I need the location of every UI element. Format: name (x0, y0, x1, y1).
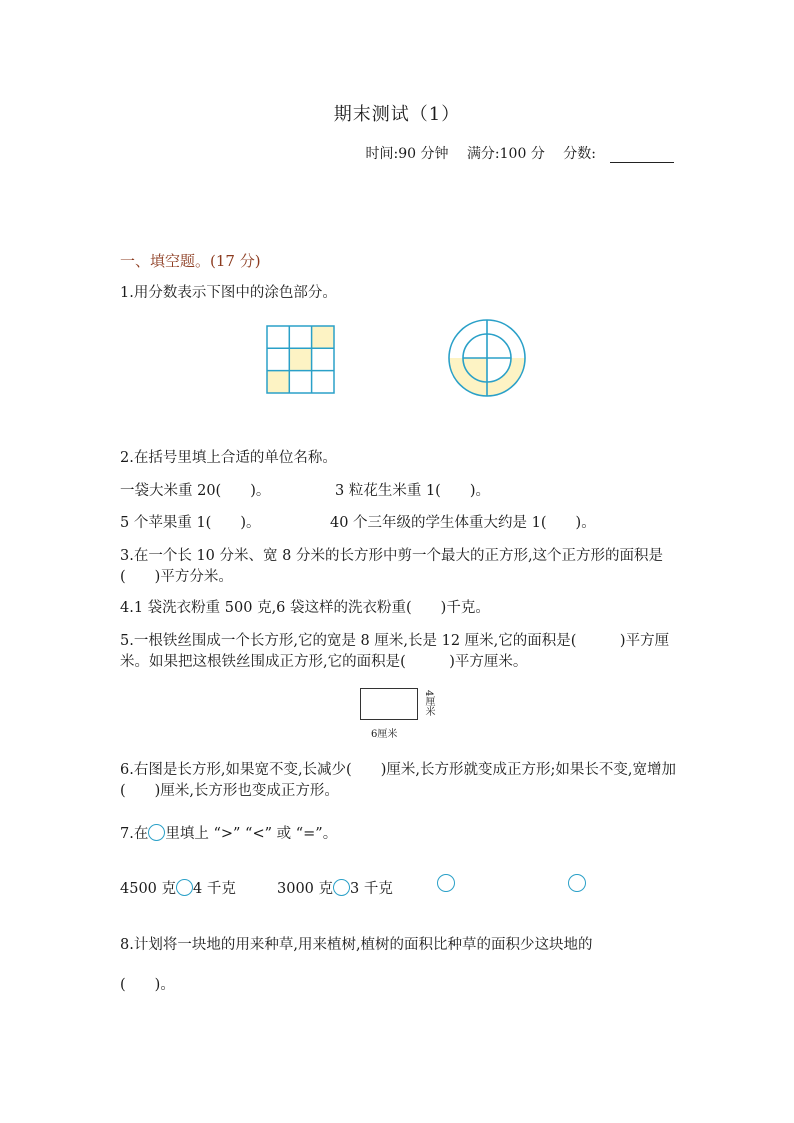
question-3: 3.在一个长 10 分米、宽 8 分米的长方形中剪一个最大的正方形,这个正方形的面积是( )平方分米。 (120, 548, 664, 585)
rectangle-width-label: 4厘米 (423, 690, 434, 717)
question-2b: 3 粒花生米重 1( )。 (335, 483, 490, 499)
grid-figure (266, 325, 336, 395)
question-8-line-2[interactable]: ( )。 (120, 977, 175, 993)
question-7-suffix: 里填上 “>” “<” 或 “=”。 (165, 826, 338, 842)
score-label: 分数: (563, 146, 596, 162)
comparison-1-right: 4 千克 (193, 881, 236, 897)
grid-shaded-cell (290, 348, 312, 370)
question-2a: 一袋大米重 20( )。 (120, 483, 271, 499)
section-heading-fill-blank: 一、填空题。(17 分) (120, 252, 261, 270)
question-2d: 40 个三年级的学生体重大约是 1( )。 (330, 515, 596, 531)
question-1: 1.用分数表示下图中的涂色部分。 (120, 285, 337, 301)
comparison-2-left: 3000 克 (277, 881, 334, 897)
score-blank[interactable] (610, 148, 674, 163)
rectangle-figure (360, 688, 418, 720)
question-6: 6.右图是长方形,如果宽不变,长减少( )厘米,长方形就变成正方形;如果长不变,宽增加( )厘米,长方形也变成正方形。 (120, 762, 676, 799)
page-title: 期末测试（1） (333, 104, 461, 125)
comparison-2-right: 3 千克 (350, 881, 393, 897)
question-5: 5.一根铁丝围成一个长方形,它的宽是 8 厘米,长是 12 厘米,它的面积是( )平方厘米。如果把这根铁丝围成正方形,它的面积是( )平方厘米。 (120, 633, 670, 670)
question-2c: 5 个苹果重 1( )。 (120, 515, 261, 531)
answer-circle-1[interactable] (176, 879, 193, 896)
answer-circle-4[interactable] (568, 874, 586, 892)
question-4: 4.1 袋洗衣粉重 500 克,6 袋这样的洗衣粉重( )千克。 (120, 600, 490, 616)
question-7-prefix: 7.在 (120, 826, 149, 842)
answer-circle-3[interactable] (437, 874, 455, 892)
comparison-item-2 (277, 879, 393, 900)
ring-figure (447, 318, 527, 398)
grid-shaded-cell (267, 371, 289, 393)
question-2: 2.在括号里填上合适的单位名称。 (120, 450, 337, 466)
comparison-1-left: 4500 克 (120, 881, 177, 897)
question-8-line-1: 8.计划将一块地的用来种草,用来植树,植树的面积比种草的面积少这块地的 (120, 937, 593, 953)
answer-circle-2[interactable] (333, 879, 350, 896)
question-7 (120, 824, 337, 845)
time-limit: 时间:90 分钟 (365, 146, 449, 162)
full-score: 满分:100 分 (466, 146, 545, 162)
comparison-circle-icon (148, 824, 165, 841)
rectangle-length-label: 6厘米 (371, 729, 398, 740)
comparison-item-1 (120, 879, 236, 900)
exam-meta (352, 143, 675, 163)
grid-shaded-cell (312, 326, 334, 348)
